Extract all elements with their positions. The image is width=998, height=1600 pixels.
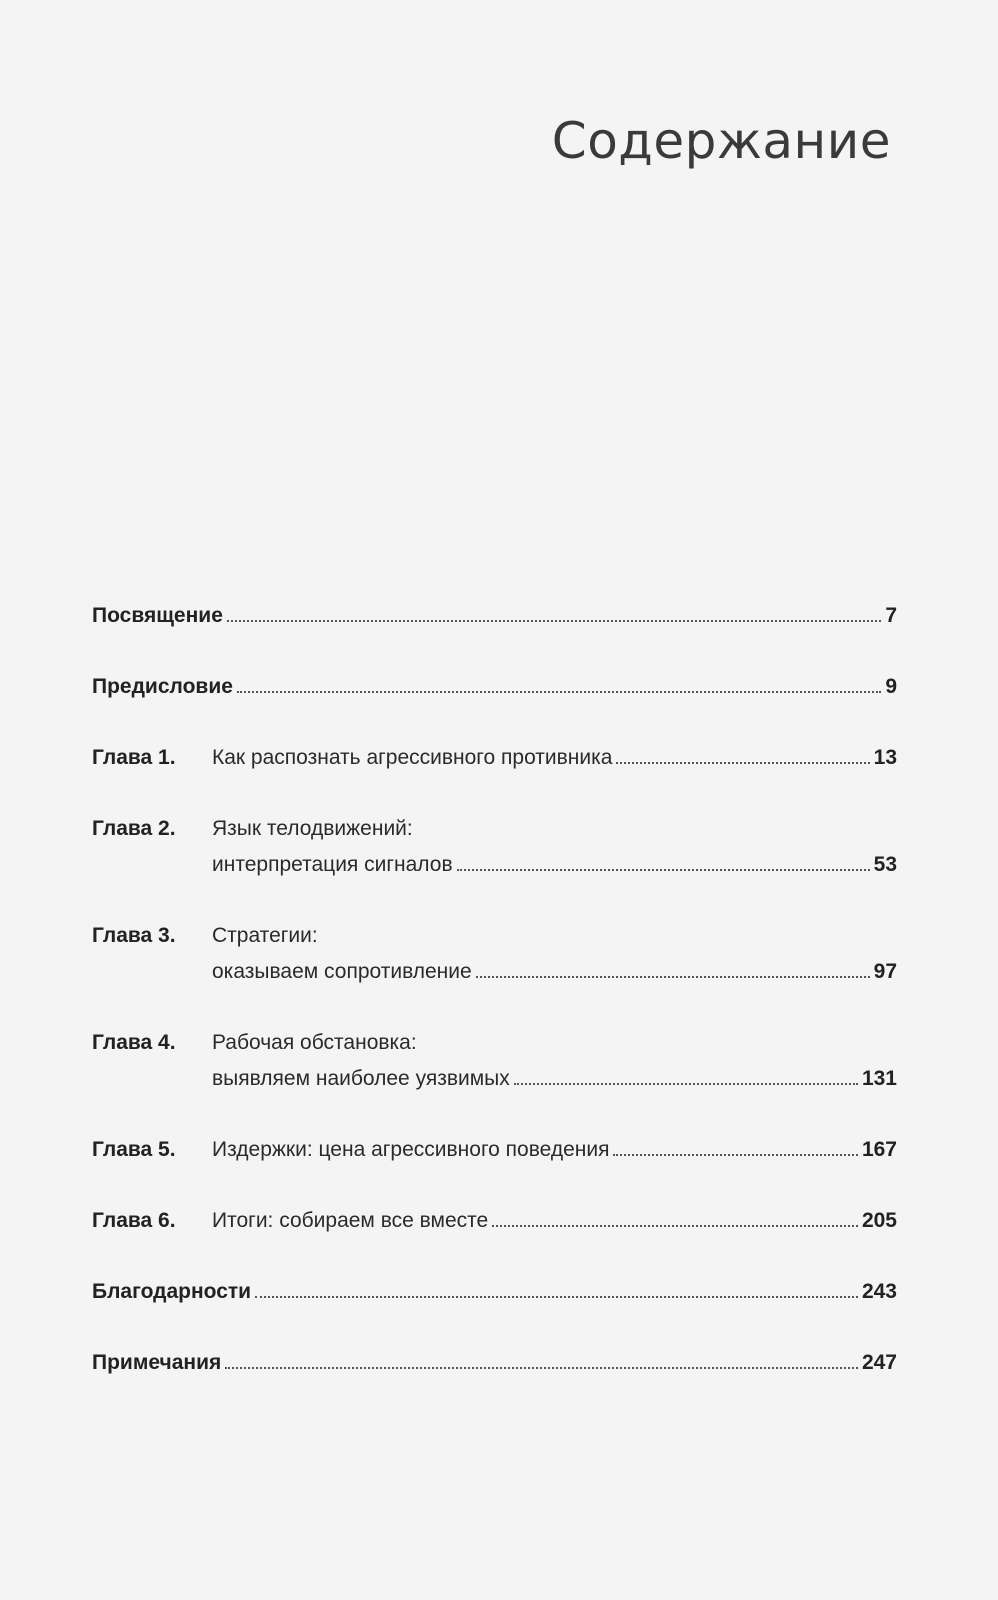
toc-entry-title: Издержки: цена агрессивного поведения bbox=[212, 1138, 610, 1161]
toc-entry-dedication[interactable] bbox=[92, 598, 897, 634]
dot-leader bbox=[457, 869, 870, 871]
toc-entry-chapter-2[interactable] bbox=[92, 811, 897, 883]
dot-leader bbox=[255, 1296, 858, 1298]
toc-entry-page: 167 bbox=[861, 1138, 897, 1161]
toc-entry-body bbox=[212, 811, 897, 883]
toc-entry-body bbox=[212, 1025, 897, 1097]
dot-leader bbox=[613, 1154, 857, 1156]
toc-entry-body bbox=[212, 740, 897, 776]
toc-line bbox=[212, 847, 897, 883]
dot-leader bbox=[514, 1083, 858, 1085]
spacer bbox=[92, 1310, 897, 1345]
toc-entry-page: 53 bbox=[873, 853, 897, 876]
toc-entry-acknowledgements[interactable] bbox=[92, 1274, 897, 1310]
toc-entry-page: 205 bbox=[861, 1209, 897, 1232]
toc-chapter-number: Глава 1. bbox=[92, 746, 176, 769]
toc-entry-chapter-5[interactable] bbox=[92, 1132, 897, 1168]
dot-leader bbox=[476, 976, 870, 978]
toc-entry-title: Как распознать агрессивного противника bbox=[212, 746, 613, 769]
toc-line bbox=[212, 740, 897, 776]
toc-entry-body bbox=[212, 918, 897, 990]
toc-entry-page: 9 bbox=[885, 675, 897, 698]
dot-leader bbox=[237, 691, 881, 693]
toc-entry-title: Язык телодвижений: bbox=[212, 817, 413, 840]
table-of-contents bbox=[92, 598, 897, 1381]
toc-entry-title: Посвящение bbox=[92, 604, 223, 627]
toc-entry-subtitle: выявляем наиболее уязвимых bbox=[212, 1067, 510, 1090]
toc-line bbox=[212, 1061, 897, 1097]
toc-entry-page: 131 bbox=[861, 1067, 897, 1090]
toc-entry-chapter-3[interactable] bbox=[92, 918, 897, 990]
toc-entry-title: Стратегии: bbox=[212, 924, 318, 947]
dot-leader bbox=[492, 1225, 858, 1227]
spacer bbox=[92, 705, 897, 740]
toc-entry-page: 13 bbox=[873, 746, 897, 769]
spacer bbox=[92, 1168, 897, 1203]
toc-line bbox=[212, 1203, 897, 1239]
toc-chapter-number: Глава 5. bbox=[92, 1138, 176, 1161]
toc-entry-subtitle: оказываем сопротивление bbox=[212, 960, 472, 983]
toc-entry-body bbox=[92, 1345, 897, 1381]
toc-chapter-number: Глава 2. bbox=[92, 817, 176, 840]
toc-line bbox=[212, 1025, 897, 1061]
toc-chapter-number: Глава 6. bbox=[92, 1209, 176, 1232]
toc-entry-title: Предисловие bbox=[92, 675, 233, 698]
toc-entry-body bbox=[92, 598, 897, 634]
toc-entry-chapter-1[interactable] bbox=[92, 740, 897, 776]
dot-leader bbox=[616, 762, 869, 764]
toc-entry-page: 97 bbox=[873, 960, 897, 983]
toc-chapter-number: Глава 3. bbox=[92, 924, 176, 947]
toc-entry-title: Итоги: собираем все вместе bbox=[212, 1209, 489, 1232]
toc-line bbox=[92, 1274, 897, 1310]
toc-line bbox=[212, 811, 897, 847]
dot-leader bbox=[225, 1367, 858, 1369]
spacer bbox=[92, 634, 897, 669]
toc-entry-subtitle: интерпретация сигналов bbox=[212, 853, 453, 876]
toc-line bbox=[92, 1345, 897, 1381]
toc-line bbox=[92, 669, 897, 705]
toc-entry-notes[interactable] bbox=[92, 1345, 897, 1381]
toc-entry-body bbox=[92, 669, 897, 705]
toc-chapter-number: Глава 4. bbox=[92, 1031, 176, 1054]
toc-line bbox=[92, 598, 897, 634]
spacer bbox=[92, 1097, 897, 1132]
toc-entry-page: 247 bbox=[861, 1351, 897, 1374]
toc-entry-page: 7 bbox=[885, 604, 897, 627]
spacer bbox=[92, 1239, 897, 1274]
toc-entry-body bbox=[212, 1132, 897, 1168]
toc-entry-chapter-6[interactable] bbox=[92, 1203, 897, 1239]
dot-leader bbox=[227, 620, 881, 622]
toc-entry-title: Благодарности bbox=[92, 1280, 252, 1303]
toc-entry-body bbox=[212, 1203, 897, 1239]
toc-line bbox=[212, 918, 897, 954]
toc-line bbox=[212, 954, 897, 990]
toc-entry-body bbox=[92, 1274, 897, 1310]
toc-entry-title: Примечания bbox=[92, 1351, 222, 1374]
spacer bbox=[92, 776, 897, 811]
toc-entry-page: 243 bbox=[861, 1280, 897, 1303]
toc-line bbox=[212, 1132, 897, 1168]
toc-entry-chapter-4[interactable] bbox=[92, 1025, 897, 1097]
spacer bbox=[92, 883, 897, 918]
toc-entry-preface[interactable] bbox=[92, 669, 897, 705]
spacer bbox=[92, 990, 897, 1025]
toc-entry-title: Рабочая обстановка: bbox=[212, 1031, 417, 1054]
page-title: Содержание bbox=[551, 112, 891, 170]
